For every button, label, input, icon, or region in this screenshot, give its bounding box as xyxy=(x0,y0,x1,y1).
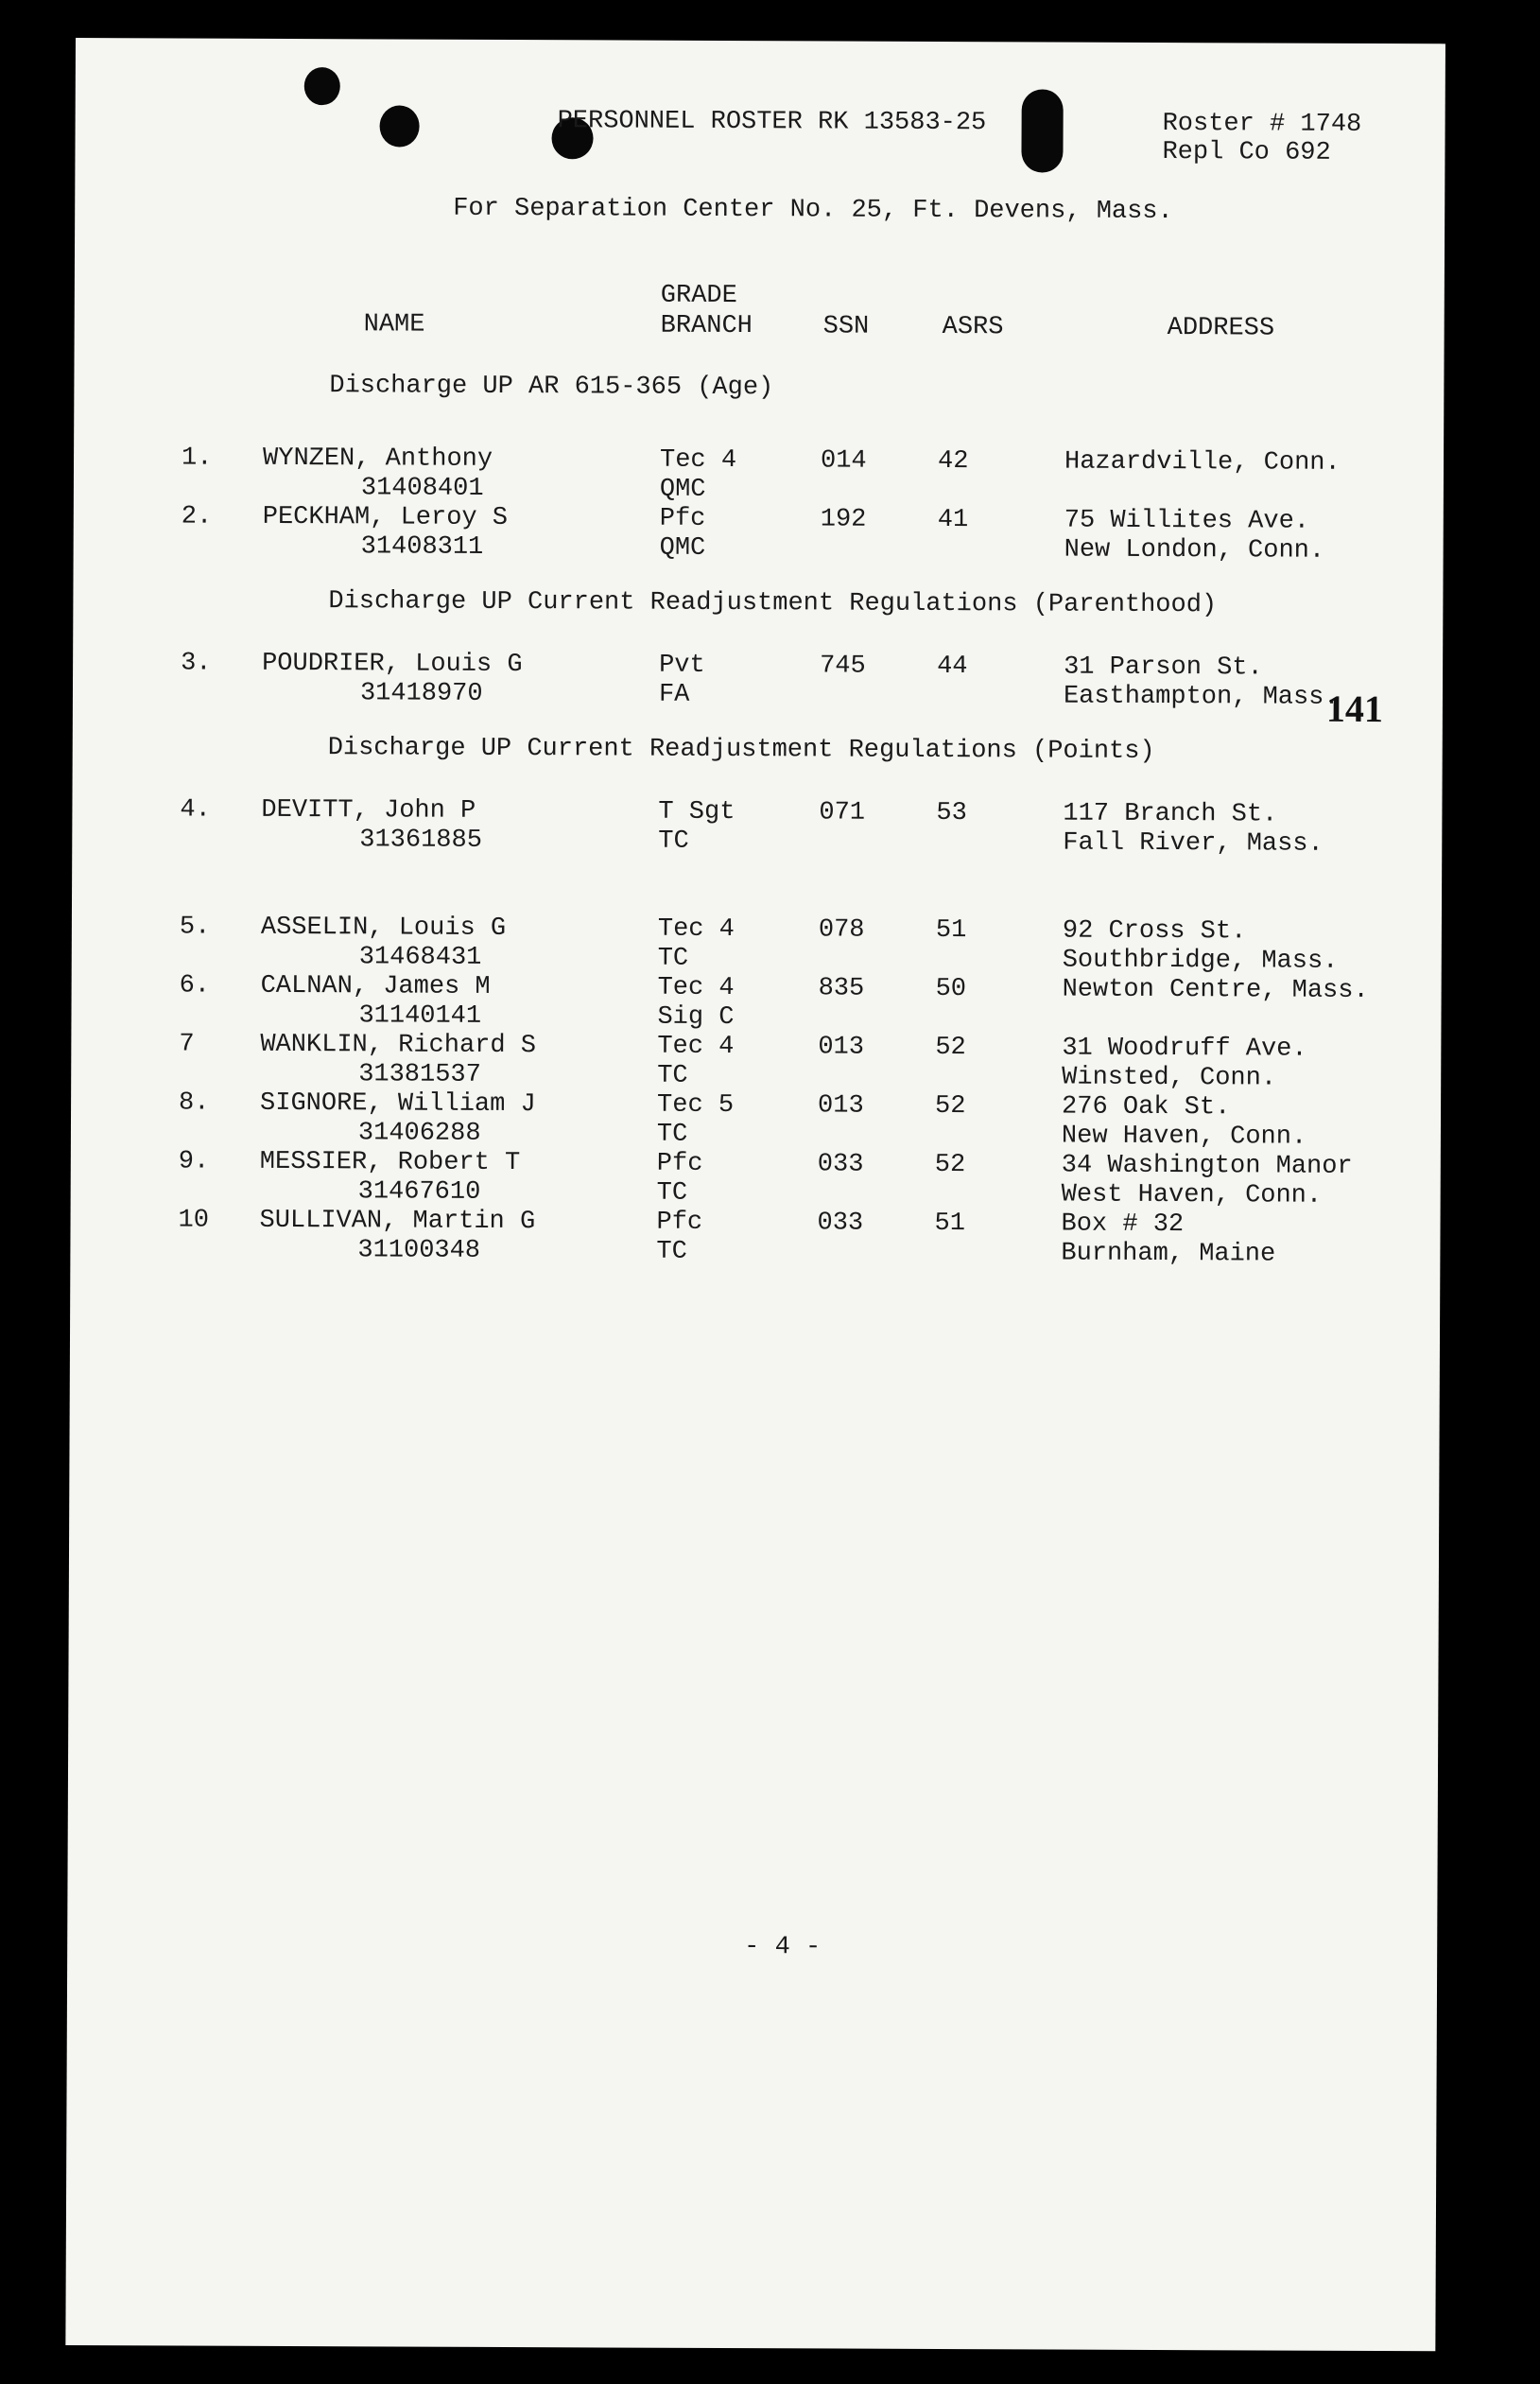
roster-asrs: 52 xyxy=(935,1091,966,1122)
roster-asrs: 52 xyxy=(935,1033,966,1063)
section-heading: Discharge UP AR 615-365 (Age) xyxy=(329,372,774,403)
roster-name: ASSELIN, Louis G xyxy=(260,913,507,943)
roster-grade: Tec 4 xyxy=(659,445,737,476)
roster-address-line-1: 92 Cross St. xyxy=(1062,916,1247,947)
roster-ssn: 745 xyxy=(820,652,866,681)
roster-no: 3. xyxy=(181,649,212,678)
roster-serial: 31406288 xyxy=(357,1119,481,1148)
roster-address-line-2: Fall River, Mass. xyxy=(1063,828,1324,859)
roster-name: POUDRIER, Louis G xyxy=(262,649,523,680)
replacement-company: Repl Co 692 xyxy=(1162,138,1331,167)
roster-number: Roster # 1748 xyxy=(1162,110,1362,139)
roster-name: WANKLIN, Richard S xyxy=(260,1030,537,1061)
roster-serial: 31408401 xyxy=(360,474,484,503)
roster-title: PERSONNEL ROSTER RK 13583-25 xyxy=(557,107,987,138)
roster-no: 2. xyxy=(181,502,213,531)
roster-no: 4. xyxy=(180,795,211,825)
roster-name: SIGNORE, William J xyxy=(260,1088,536,1120)
section-heading: Discharge UP Current Readjustment Regulations (Parenthood) xyxy=(328,587,1218,620)
roster-serial: 31100348 xyxy=(357,1236,481,1265)
roster-grade: Pfc xyxy=(656,1149,703,1178)
roster-name: PECKHAM, Leroy S xyxy=(262,502,509,532)
roster-address-line-1: Hazardville, Conn. xyxy=(1064,447,1341,478)
roster-subtitle: For Separation Center No. 25, Ft. Devens, Mass. xyxy=(453,194,1173,227)
roster-serial: 31140141 xyxy=(358,1001,482,1031)
roster-address-line-1: 34 Washington Manor xyxy=(1061,1151,1353,1181)
roster-serial: 31408311 xyxy=(360,532,484,562)
roster-grade: Tec 4 xyxy=(657,973,735,1003)
roster-name: CALNAN, James M xyxy=(260,971,491,1001)
roster-no: 8. xyxy=(179,1088,210,1118)
roster-grade: Pfc xyxy=(659,504,706,533)
roster-ssn: 033 xyxy=(817,1150,864,1179)
roster-branch: TC xyxy=(656,1237,687,1266)
roster-branch: Sig C xyxy=(657,1002,735,1033)
punch-hole xyxy=(379,105,419,147)
roster-ssn: 071 xyxy=(819,798,866,827)
roster-address-line-1: 276 Oak St. xyxy=(1062,1092,1231,1122)
roster-address-line-2: West Haven, Conn. xyxy=(1061,1180,1323,1210)
roster-address-line-2: Winsted, Conn. xyxy=(1062,1063,1277,1093)
roster-name: SULLIVAN, Martin G xyxy=(259,1206,536,1237)
roster-branch: TC xyxy=(656,1178,688,1208)
roster-address-line-1: 117 Branch St. xyxy=(1063,799,1278,829)
roster-address-line-2: Easthampton, Mass. xyxy=(1063,682,1340,712)
page-stamp-number: 141 xyxy=(1325,687,1384,731)
roster-address-line-1: Newton Centre, Mass. xyxy=(1062,975,1369,1005)
roster-ssn: 078 xyxy=(818,915,865,945)
roster-address-line-1: 31 Woodruff Ave. xyxy=(1062,1034,1307,1064)
roster-no: 1. xyxy=(181,444,213,473)
column-header-grade: GRADE xyxy=(660,281,737,311)
roster-no: 6. xyxy=(179,971,211,1001)
roster-address-line-2: Southbridge, Mass. xyxy=(1062,946,1339,976)
column-header-ssn: SSN xyxy=(822,312,870,341)
roster-branch: TC xyxy=(658,827,689,856)
column-header-branch: BRANCH xyxy=(660,311,753,341)
roster-serial: 31418970 xyxy=(359,679,483,708)
roster-ssn: 033 xyxy=(817,1209,864,1238)
column-header-asrs: ASRS xyxy=(942,313,1004,342)
roster-address-line-2: Burnham, Maine xyxy=(1061,1239,1276,1269)
roster-asrs: 52 xyxy=(934,1150,966,1180)
roster-name: WYNZEN, Anthony xyxy=(262,444,493,474)
roster-asrs: 41 xyxy=(937,505,969,535)
roster-address-line-1: Box # 32 xyxy=(1061,1209,1185,1240)
roster-serial: 31381537 xyxy=(358,1060,481,1089)
roster-branch: QMC xyxy=(659,475,706,504)
roster-address-line-1: 31 Parson St. xyxy=(1064,653,1263,683)
roster-grade: Pfc xyxy=(656,1208,703,1237)
roster-no: 7 xyxy=(179,1030,195,1059)
roster-asrs: 50 xyxy=(935,974,967,1004)
roster-ssn: 013 xyxy=(818,1091,864,1121)
roster-branch: FA xyxy=(658,680,690,709)
roster-asrs: 53 xyxy=(936,798,967,828)
column-header-address: ADDRESS xyxy=(1167,314,1275,343)
roster-asrs: 51 xyxy=(935,915,967,946)
roster-ssn: 013 xyxy=(818,1033,865,1062)
section-heading: Discharge UP Current Readjustment Regulations (Points) xyxy=(327,734,1155,766)
roster-name: MESSIER, Robert T xyxy=(259,1147,521,1178)
roster-ssn: 835 xyxy=(818,974,865,1003)
roster-ssn: 192 xyxy=(820,505,867,534)
page-number: - 4 - xyxy=(744,1933,822,1962)
punch-hole xyxy=(1021,89,1063,172)
roster-grade: Tec 4 xyxy=(657,1032,735,1062)
punch-hole xyxy=(304,67,340,105)
roster-ssn: 014 xyxy=(820,446,867,476)
roster-address-line-2: New London, Conn. xyxy=(1064,535,1325,566)
roster-grade: Tec 5 xyxy=(657,1090,735,1121)
roster-grade: Pvt xyxy=(659,651,705,680)
roster-branch: TC xyxy=(657,944,689,973)
roster-asrs: 44 xyxy=(937,652,968,682)
roster-address-line-2: New Haven, Conn. xyxy=(1061,1122,1307,1152)
roster-asrs: 42 xyxy=(937,446,969,477)
roster-serial: 31468431 xyxy=(358,943,482,972)
roster-serial: 31361885 xyxy=(359,826,482,855)
roster-no: 10 xyxy=(178,1206,210,1235)
column-header-name: NAME xyxy=(363,310,425,339)
roster-asrs: 51 xyxy=(934,1209,966,1239)
roster-grade: Tec 4 xyxy=(657,914,735,945)
roster-serial: 31467610 xyxy=(357,1177,481,1207)
roster-name: DEVITT, John P xyxy=(261,795,476,826)
roster-address-line-1: 75 Willites Ave. xyxy=(1064,506,1310,536)
roster-grade: T Sgt xyxy=(658,797,735,827)
roster-branch: TC xyxy=(657,1061,688,1090)
roster-branch: QMC xyxy=(659,533,706,563)
roster-branch: TC xyxy=(656,1120,688,1149)
document-page xyxy=(65,38,1445,2351)
roster-no: 9. xyxy=(178,1147,210,1176)
roster-no: 5. xyxy=(179,913,211,942)
